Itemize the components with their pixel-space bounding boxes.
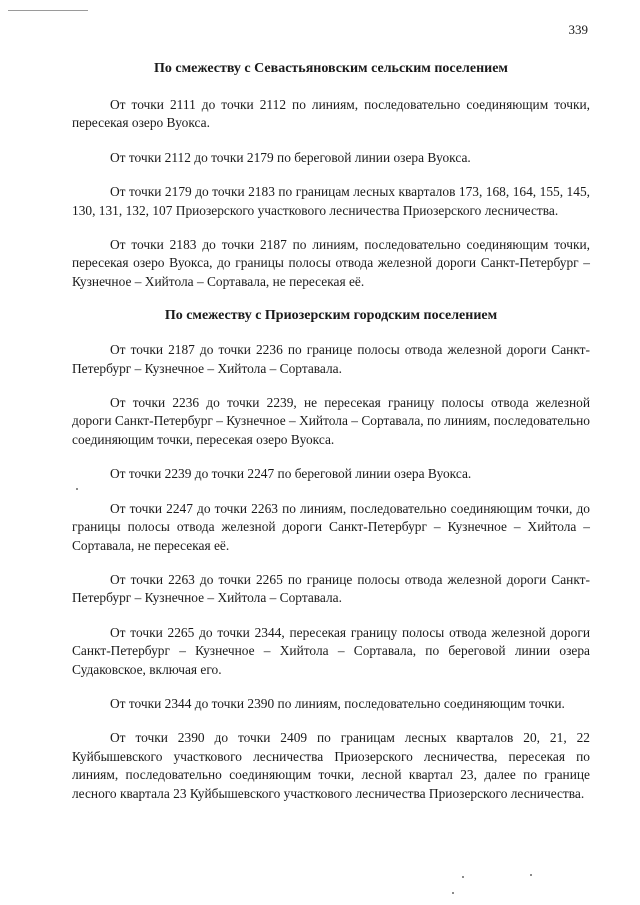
paragraph: От точки 2247 до точки 2263 по линиям, последовательно соединяющим точки, до границы полосы отвода железной дороги Санкт-Петербург – Кузнечное – Хийтола – Сортавала, не пересекая её. bbox=[72, 500, 590, 553]
section-heading-priozerskoe: По смежеству с Приозерским городским поселением bbox=[164, 308, 498, 324]
paragraph: От точки 2239 до точки 2247 по береговой линии озера Вуокса. bbox=[110, 466, 472, 482]
page-number: 339 bbox=[568, 22, 588, 37]
section-heading-sevastyanovskoe: По смежеству с Севастьяновским сельским поселением bbox=[154, 61, 508, 76]
scan-speck bbox=[452, 892, 454, 894]
paragraph: От точки 2390 до точки 2409 по границам лесных кварталов 20, 21, 22 Куйбышевского участкового лесничества Приозерского лесничества, пересекая по линиям, последовательно соединяющим точки, лесной квартал 23, далее по границе лесного квартала 23 Куйбышевского участкового лесничества Приозерского лесничества. bbox=[72, 730, 590, 801]
scan-speck bbox=[530, 874, 532, 876]
paragraph: От точки 2265 до точки 2344, пересекая границу полосы отвода железной дороги Санкт-Петербург – Кузнечное – Хийтола – Сортавала, по береговой линии озера Судаковское, включая его. bbox=[72, 624, 590, 677]
document-body bbox=[72, 58, 590, 819]
paragraph: От точки 2187 до точки 2236 по границе полосы отвода железной дороги Санкт-Петербург – Кузнечное – Хийтола – Сортавала. bbox=[72, 342, 590, 376]
scan-speck bbox=[462, 876, 464, 878]
paragraph: От точки 2183 до точки 2187 по линиям, последовательно соединяющим точки, пересекая озеро Вуокса, до границы полосы отвода железной дороги Санкт-Петербург – Кузнечное – Хийтола – Сортавала, не пересекая её. bbox=[72, 237, 590, 289]
scan-speck bbox=[76, 488, 78, 490]
paragraph: От точки 2111 до точки 2112 по линиям, последовательно соединяющим точки, пересекая озеро Вуокса. bbox=[72, 97, 590, 131]
paragraph: От точки 2344 до точки 2390 по линиям, последовательно соединяющим точки. bbox=[110, 695, 565, 711]
paragraph: От точки 2263 до точки 2265 по границе полосы отвода железной дороги Санкт-Петербург – Кузнечное – Хийтола – Сортавала. bbox=[72, 571, 590, 606]
scan-artifact-line bbox=[8, 10, 88, 11]
paragraph: От точки 2236 до точки 2239, не пересекая границу полосы отвода железной дороги Санкт-Петербург – Кузнечное – Хийтола – Сортавала, по линиям, последовательно соединяющим точки, пересекая озеро Вуокса. bbox=[72, 395, 590, 447]
paragraph: От точки 2112 до точки 2179 по береговой линии озера Вуокса. bbox=[110, 149, 471, 165]
paragraph: От точки 2179 до точки 2183 по границам лесных кварталов 173, 168, 164, 155, 145, 130, 131, 132, 107 Приозерского участкового лесничества Приозерского лесничества. bbox=[72, 184, 590, 218]
